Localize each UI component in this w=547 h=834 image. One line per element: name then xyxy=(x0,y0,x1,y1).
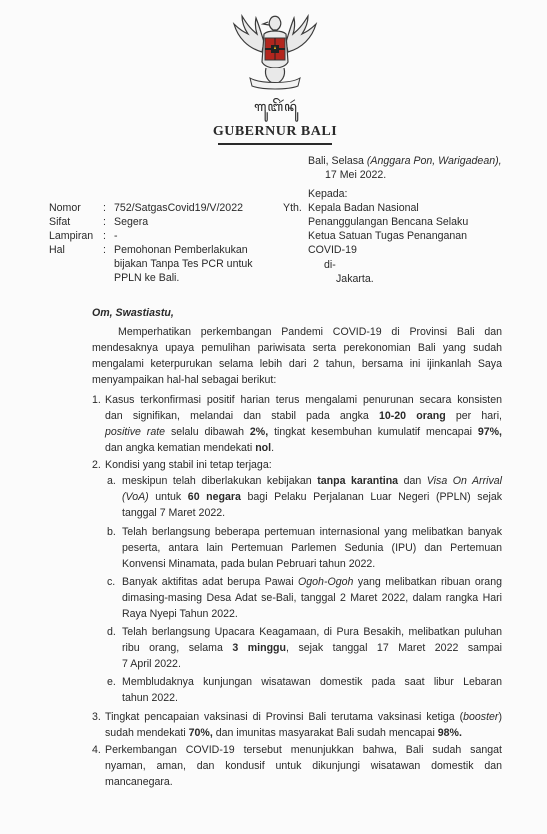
item-3-line: Tingkat pencapaian vaksinasi di Provinsi Bali terutama vaksinasi ketiga (booster) xyxy=(105,711,502,723)
intro-line: mengalami keterpurukan selama lebih dari 2 tahun, bersama ini ijinkanlah Saya xyxy=(92,358,502,370)
title-underline xyxy=(218,143,332,145)
kepada-label: Kepada: xyxy=(308,188,348,200)
item-3-line: sudah mendekati 70%, dan imunitas masyarakat Bali sudah mencapai 98%. xyxy=(105,727,462,739)
subitem-d-line: 7 April 2022. xyxy=(122,658,181,670)
intro-line: menyampaikan hal-hal sebagai berikut: xyxy=(92,374,277,386)
subitem-b-line: peserta, antara lain Pertemuan Parlemen Sedunia (IPU) dan Pertemuan xyxy=(122,542,502,554)
meta-label-hal: Hal xyxy=(49,244,65,256)
meta-value-lampiran: - xyxy=(114,230,118,242)
recipient-line: Ketua Satuan Tugas Penanganan xyxy=(308,230,468,242)
item-number: 1. xyxy=(92,394,101,406)
item-2-text: Kondisi yang stabil ini tetap terjaga: xyxy=(105,459,272,471)
place-date-line-2: 17 Mei 2022. xyxy=(325,169,387,181)
intro-line: mendesaknya upaya pemulihan pariwisata serta perekonomian Bali yang sudah xyxy=(92,342,502,354)
meta-value-hal: Pemohonan Pemberlakukan xyxy=(114,244,248,256)
subitem-letter: d. xyxy=(107,626,116,638)
subitem-a-line: tanggal 7 Maret 2022. xyxy=(122,507,226,519)
subitem-a-line: meskipun telah diberlakukan kebijakan tanpa karantina dan Visa On Arrival xyxy=(122,475,502,487)
recipient-line: Kepala Badan Nasional xyxy=(308,202,419,214)
item-1-line: dan signifikan, melandai dan stabil pada angka 10-20 orang per hari, xyxy=(105,410,502,422)
item-number: 2. xyxy=(92,459,101,471)
intro-line: Memperhatikan perkembangan Pandemi COVID-19 di Provinsi Bali dan xyxy=(118,326,502,338)
subitem-e-line: Membludaknya kunjungan wisatawan domestik pada saat libur Lebaran xyxy=(122,676,502,688)
item-1-line: dan angka kematian mendekati nol. xyxy=(105,442,275,454)
meta-colon: : xyxy=(103,244,106,256)
yth-label: Yth. xyxy=(283,202,302,214)
meta-value-nomor: 752/SatgasCovid19/V/2022 xyxy=(114,202,243,214)
subitem-letter: b. xyxy=(107,526,116,538)
meta-value-sifat: Segera xyxy=(114,216,149,228)
meta-colon: : xyxy=(103,202,106,214)
meta-colon: : xyxy=(103,216,106,228)
item-4-line: mancanegara. xyxy=(105,776,173,788)
subitem-letter: a. xyxy=(107,475,116,487)
garuda-emblem-icon xyxy=(230,12,320,94)
subitem-c-line: Raya Nyepi Tahun 2022. xyxy=(122,608,238,620)
subitem-c-line: dimasing-masing Desa Adat se-Bali, tanggal 2 Maret 2022, dalam rangka Hari xyxy=(122,592,502,604)
subitem-d-line: ribu orang, selama 3 minggu, sejak tanggal 17 Maret 2022 sampai xyxy=(122,642,502,654)
meta-label-lampiran: Lampiran xyxy=(49,230,94,242)
subitem-letter: c. xyxy=(107,576,116,588)
meta-value-hal-cont: PPLN ke Bali. xyxy=(114,272,180,284)
place-date-line-1: Bali, Selasa (Anggara Pon, Warigadean), xyxy=(308,155,502,167)
subitem-a-line: (VoA) untuk 60 negara bagi Pelaku Perjalanan Luar Negeri (PPLN) sejak xyxy=(122,491,503,503)
subitem-b-line: Telah berlangsung beberapa pertemuan internasional yang melibatkan banyak xyxy=(122,526,502,538)
meta-label-sifat: Sifat xyxy=(49,216,71,228)
recipient-di: di- xyxy=(324,259,336,271)
recipient-city: Jakarta. xyxy=(336,273,374,285)
greeting: Om, Swastiastu, xyxy=(92,307,174,319)
item-number: 3. xyxy=(92,711,101,723)
item-number: 4. xyxy=(92,744,101,756)
item-1-line: Kasus terkonfirmasi positif harian terus mengalami penurunan secara konsisten xyxy=(105,394,502,406)
recipient-line: COVID-19 xyxy=(308,244,357,256)
item-4-line: nyaman, aman, dan kondusif untuk dikunjungi wisatawan domestik dan xyxy=(105,760,502,772)
item-4-line: Perkembangan COVID-19 tersebut menunjukkan bahwa, Bali sudah sangat xyxy=(105,744,502,756)
subitem-e-line: tahun 2022. xyxy=(122,692,178,704)
meta-colon: : xyxy=(103,230,106,242)
meta-label-nomor: Nomor xyxy=(49,202,81,214)
subitem-d-line: Telah berlangsung Upacara Keagamaan, di Pura Besakih, melibatkan puluhan xyxy=(122,626,502,638)
subitem-c-line: Banyak aktifitas adat berupa Pawai Ogoh-Ogoh yang melibatkan ribuan orang xyxy=(122,576,502,588)
item-1-line: positive rate selalu dibawah 2%, tingkat kesembuhan kumulatif mencapai 97%, xyxy=(105,426,502,438)
subitem-b-line: Konvensi Minamata, pada bulan Pebruari tahun 2022. xyxy=(122,558,376,570)
letterhead-title: GUBERNUR BALI xyxy=(212,124,338,139)
meta-value-hal-cont: bijakan Tanpa Tes PCR untuk xyxy=(114,258,253,270)
balinese-script-text: ꦒꦸꦧꦼꦂꦤꦸꦂ xyxy=(254,100,298,115)
recipient-line: Penanggulangan Bencana Selaku xyxy=(308,216,469,228)
subitem-letter: e. xyxy=(107,676,116,688)
